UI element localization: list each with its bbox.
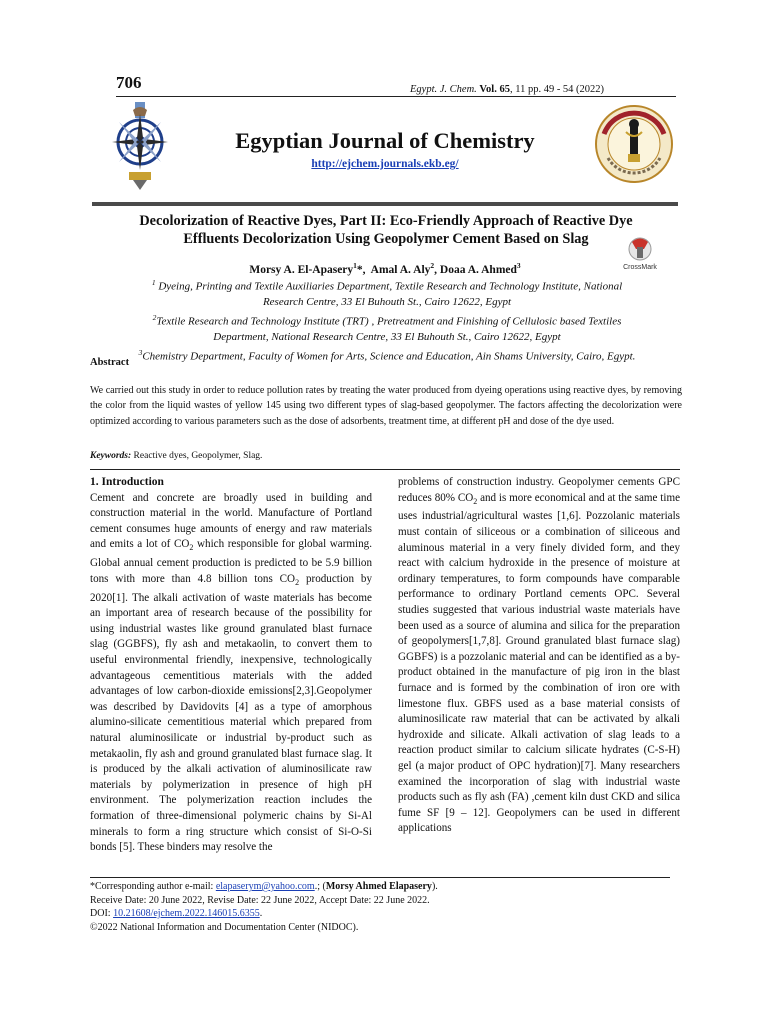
body-text: Cement and concrete are broadly used in building and construction material in the world. Manufacture of Portland cement consumes huge amounts of energy and raw materials and emits a lot of CO: [90, 491, 372, 551]
keywords: [90, 451, 262, 461]
affiliation-line: [90, 330, 684, 345]
affiliation-line: [90, 310, 684, 330]
footer-rule: [90, 877, 670, 878]
subscript: 2: [295, 578, 300, 587]
author-3: Doaa A. Ahmed: [439, 263, 517, 276]
article-title: [96, 212, 676, 248]
author-3-sup: 3: [516, 261, 521, 270]
corr-mid: .; (: [314, 881, 326, 892]
keywords-label: Keywords:: [90, 451, 132, 461]
journal-title: Egyptian Journal of Chemistry: [235, 128, 535, 153]
affiliation-num: 2: [152, 313, 157, 323]
page-number: 706: [116, 73, 142, 92]
journal-issue-pages: , 11 pp. 49 - 54 (2022): [509, 84, 605, 95]
corr-name: Morsy Ahmed Elapasery: [325, 881, 432, 892]
author-1-star: *: [356, 263, 363, 276]
author-2: Amal A. Aly: [370, 263, 431, 276]
journal-abbrev: Egypt. J. Chem.: [410, 84, 477, 95]
abstract-rule: [90, 469, 680, 470]
journal-url-link[interactable]: http://ejchem.journals.ekb.eg/: [311, 158, 459, 170]
affiliation-text: Department, National Research Centre, 33 El Buhouth St., Cairo 12622, Egypt: [213, 330, 561, 343]
affiliation-line: [90, 345, 684, 365]
copyright: ©2022 National Information and Documentation Center (NIDOC).: [90, 921, 359, 933]
keywords-list: Reactive dyes, Geopolymer, Slag.: [131, 451, 263, 461]
abstract-heading: Abstract: [90, 357, 130, 368]
footer-notes: [90, 880, 438, 934]
doi-end: .: [259, 908, 263, 919]
author-1-sup: 1: [353, 261, 357, 270]
society-seal-icon: [594, 104, 674, 184]
affiliation-text: Chemistry Department, Faculty of Women for Arts, Science and Education, Ain Shams University, Cairo, Egypt.: [142, 350, 636, 363]
body-text: production by 2020[1]. The alkali activation of waste materials has become an important area of research because of the possibility for using industrial wastes like ground granulated blast furnace slag (GGBFS), fly ash and metakaolin, to convert them to useful environmental friendly, inexpensive, technologically advantageous cementitious materials with the added advantages of low carbon-dioxide emissions[2,3].Geopolymer was described by Davidovits [4] as a type of amorphous alumino-silicate cementitious material which prepared from natural aluminosilicate or industrial by-product such as metakaolin, fly ash and ground granulated blast furnace slag. It is produced by the alkali activation of aluminosilicate raw materials by polymerization in presence of high pH environment. The polymerization reaction includes the formation of three-dimensional polymeric chains by Si-Al minerals to form a ring structure which consist of Si-O-Si bonds [5]. These binders may resolve the: [90, 572, 372, 854]
subscript: 2: [189, 543, 194, 553]
affiliation-num: 1: [151, 278, 156, 287]
affiliation-text: Research Centre, 33 El Buhouth St., Cairo 12622, Egypt: [262, 295, 512, 308]
article-title-line1: Decolorization of Reactive Dyes, Part II: Eco-Friendly Approach of Reactive Dye: [139, 213, 633, 229]
body-text: problems of construction industry. Geopolymer cements GPC reduces 80% CO: [398, 476, 680, 504]
doi-prefix: DOI:: [90, 908, 114, 919]
body-text: and is more economical and at the same time uses industrial/agricultural wastes [1,6]. Pozzolanic materials must contain of siliceous or a combination of siliceous and aluminous material in a very finely divided form, and they react with calcium hydroxide in the presence of moisture at ordinary temperatures, to form compounds have comparable performance to ordinary Portland cements OPC. Several studies suggested that various industrial waste materials have been used as a source of alumina and silica for the preparation of geopolymers[1,7,8]. Ground granulated blast furnace slag) GGBFS) is a pozzolanic material and can be identified as a by-product obtained in the manufacture of pig iron in the blast furnace and is formed by the combination of iron ore with limestone flux. GBFS used as a base material consists of aluminosilicate raw material that can be activated by alkali hydroxide and silicate. Alkali activation of slag leads to a reaction product similar to calcium silicate hydrates (C-S-H) gel (a major product of OPC hydration)[7]. Many researchers examined the incorporation of slag with industrial waste products such as fly ash (FA) ,cement kiln dust CKD and silica fume SF [9 – 12]. Geopolymers can be used in different applications: [398, 491, 680, 835]
author-1: Morsy A. El-Apasery: [249, 263, 354, 276]
corresponding-author: [90, 880, 438, 894]
author-sep-2: ,: [434, 263, 440, 276]
crossmark-label: CrossMark: [623, 264, 657, 271]
author-sep-1: ,: [362, 263, 371, 276]
article-title-line2: Effluents Decolorization Using Geopolymer Cement Based on Slag: [183, 231, 589, 247]
journal-volume: Vol. 65: [479, 84, 510, 95]
corr-prefix: *Corresponding author e-mail:: [90, 881, 216, 892]
affiliation-line: [90, 295, 684, 310]
abstract-text: We carried out this study in order to reduce pollution rates by treating the water produced from dyeing operations using reactive dyes, by removing the color from the liquid wastes of yellow 145 using two different types of slag-based geopolymer. The factors affecting the decolorization were optimized according to various parameters such as the dose of adsorbents, treatment time, at different pH and dose of the dye used.: [90, 385, 682, 427]
subscript: 2: [473, 496, 478, 506]
article-dates: Receive Date: 20 June 2022, Revise Date: 22 June 2022, Accept Date: 22 June 2022.: [90, 894, 430, 906]
doi-link[interactable]: 10.21608/ejchem.2022.146015.6355: [113, 908, 260, 919]
author-2-sup: 2: [430, 261, 435, 270]
body-column-right: [398, 475, 680, 837]
section-heading: 1. Introduction: [90, 476, 164, 488]
corr-end: ).: [431, 881, 438, 892]
affiliation-text: Dyeing, Printing and Textile Auxiliaries Department, Textile Research and Technology Institute, National: [155, 280, 623, 293]
doi-line: [90, 907, 438, 921]
header-rule: [116, 96, 676, 97]
body-column-left: [90, 475, 372, 856]
body-paragraph: [398, 475, 680, 837]
affiliation-num: 3: [138, 348, 143, 358]
body-paragraph: [90, 491, 372, 856]
corr-email-link[interactable]: elapaserym@yahoo.com: [215, 881, 315, 892]
masthead-rule: [92, 202, 678, 206]
body-text: which responsible for global warming. Global annual cement production is predicted to be 5.9 billion tons with more than 4.8 billion tons CO: [90, 538, 372, 585]
author-list: [0, 261, 770, 276]
affiliation-line: [90, 275, 684, 295]
affiliations: [90, 275, 684, 365]
affiliation-text: Textile Research and Technology Institute (TRT) , Pretreatment and Finishing of Cellulosic based Textiles: [156, 315, 622, 328]
journal-reference: [410, 84, 604, 95]
